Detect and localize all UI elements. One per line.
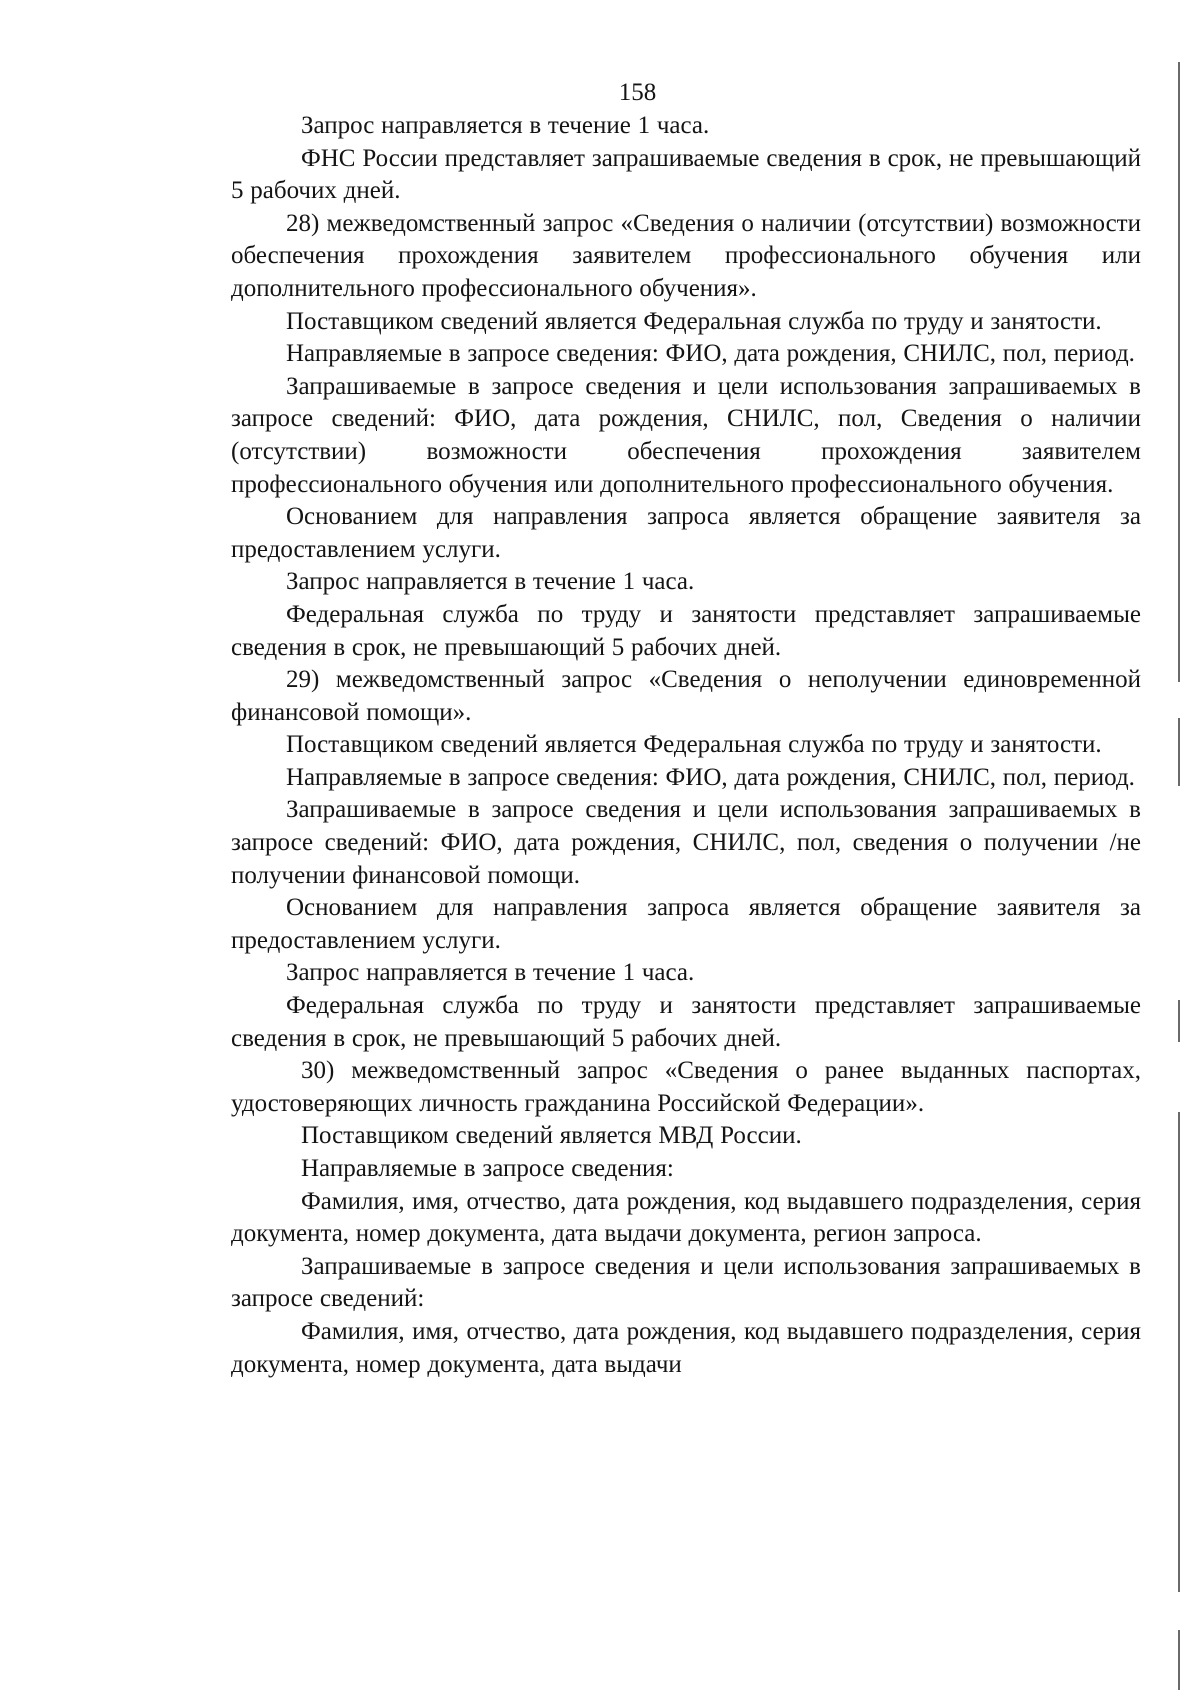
paragraph: Запрос направляется в течение 1 часа. (286, 959, 695, 987)
scan-margin-line (1178, 1000, 1180, 1042)
paragraph: ФНС России представляет запрашиваемые сведения в срок, не превышающий 5 рабочих дней. (231, 144, 1141, 205)
paragraph: 29) межведомственный запрос «Сведения о неполучении единовременной финансовой помощи». (231, 666, 1141, 726)
paragraph: Запрашиваемые в запросе сведения и цели использования запрашиваемых в запросе сведений: ФИО, дата рождения, СНИЛС, пол, Сведения о наличии (отсутствии) возможности обеспечения прохождения заявителем профессионального обучения или дополнительного профессионального обучения. (231, 372, 1141, 498)
page-number: 158 (618, 79, 657, 106)
paragraph: Запрос направляется в течение 1 часа. (286, 568, 695, 596)
paragraph: Основанием для направления запроса является обращение заявителя за предоставлением услуги. (231, 503, 1141, 563)
paragraph: Запрашиваемые в запросе сведения и цели использования запрашиваемых в запросе сведений: (231, 1252, 1141, 1313)
paragraph: Направляемые в запросе сведения: ФИО, дата рождения, СНИЛС, пол, период. (286, 340, 1135, 368)
paragraph: Федеральная служба по труду и занятости представляет запрашиваемые сведения в срок, не превышающий 5 рабочих дней. (231, 992, 1141, 1052)
paragraph: Поставщиком сведений является Федеральная служба по труду и занятости. (286, 731, 1102, 759)
document-body (231, 110, 1141, 1381)
paragraph: Основанием для направления запроса является обращение заявителя за предоставлением услуги. (231, 894, 1141, 954)
scan-margin-line (1178, 718, 1180, 786)
paragraph: Фамилия, имя, отчество, дата рождения, код выдавшего подразделения, серия документа, номер документа, дата выдачи (231, 1317, 1141, 1378)
paragraph: Направляемые в запросе сведения: (301, 1155, 674, 1182)
paragraph: Поставщиком сведений является Федеральная служба по труду и занятости. (286, 307, 1102, 335)
paragraph: Фамилия, имя, отчество, дата рождения, код выдавшего подразделения, серия документа, номер документа, дата выдачи документа, регион запроса. (231, 1187, 1141, 1248)
paragraph: Поставщиком сведений является МВД России. (301, 1122, 802, 1150)
scan-margin-line (1178, 1630, 1180, 1690)
paragraph: 28) межведомственный запрос «Сведения о наличии (отсутствии) возможности обеспечения прохождения заявителем профессионального обучения или дополнительного профессионального обучения». (231, 209, 1141, 302)
paragraph: Направляемые в запросе сведения: ФИО, дата рождения, СНИЛС, пол, период. (286, 763, 1135, 791)
paragraph: Запрашиваемые в запросе сведения и цели использования запрашиваемых в запросе сведений: ФИО, дата рождения, СНИЛС, пол, сведения о получении /не получении финансовой помощи. (231, 796, 1141, 889)
paragraph: 30) межведомственный запрос «Сведения о ранее выданных паспортах, удостоверяющих личность гражданина Российской Федерации». (231, 1057, 1141, 1117)
paragraph: Запрос направляется в течение 1 часа. (301, 112, 710, 139)
scan-margin-line (1178, 62, 1180, 682)
scan-margin-line (1178, 1112, 1180, 1592)
paragraph: Федеральная служба по труду и занятости представляет запрашиваемые сведения в срок, не превышающий 5 рабочих дней. (231, 600, 1141, 661)
